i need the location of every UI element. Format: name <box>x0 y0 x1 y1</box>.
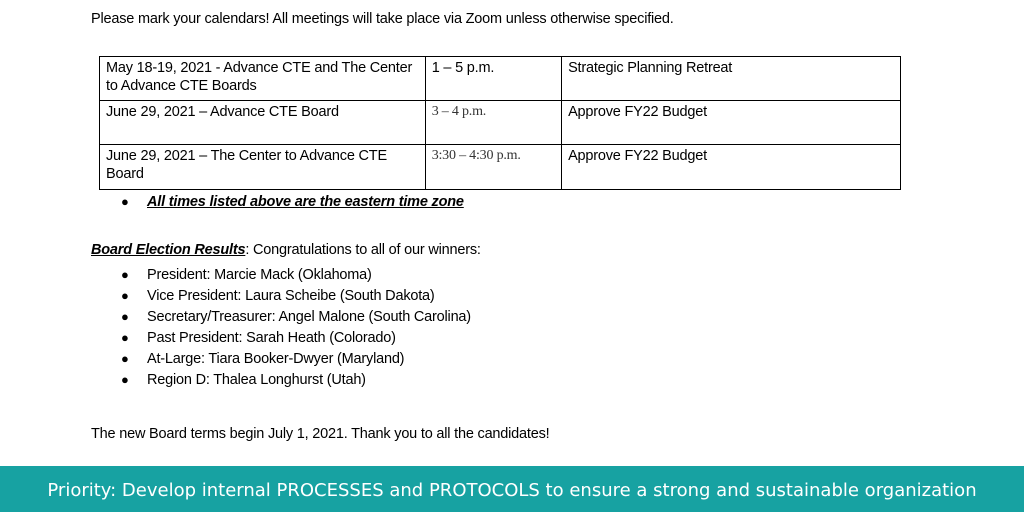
meetings-table <box>99 56 901 190</box>
priority-banner-text: Priority: Develop internal PROCESSES and PROTOCOLS to ensure a strong and sustainable organization <box>47 480 977 501</box>
meeting-purpose: Strategic Planning Retreat <box>562 57 901 101</box>
list-item <box>121 306 471 327</box>
winner-text: Secretary/Treasurer: Angel Malone (South Carolina) <box>147 309 471 325</box>
election-heading <box>91 242 481 258</box>
list-item <box>121 264 471 285</box>
election-heading-intro: : Congratulations to all of our winners: <box>245 242 481 258</box>
bullet-icon: ● <box>121 372 129 387</box>
list-item <box>121 327 471 348</box>
table-row <box>100 57 901 101</box>
list-item <box>121 369 471 390</box>
winner-text: Past President: Sarah Heath (Colorado) <box>147 330 396 346</box>
winner-text: At-Large: Tiara Booker-Dwyer (Maryland) <box>147 351 405 367</box>
closing-note: The new Board terms begin July 1, 2021. Thank you to all the candidates! <box>91 426 550 442</box>
table-row <box>100 101 901 145</box>
election-heading-label: Board Election Results <box>91 242 246 258</box>
winner-text: Vice President: Laura Scheibe (South Dakota) <box>147 288 435 304</box>
calendar-intro: Please mark your calendars! All meetings will take place via Zoom unless otherwise specified. <box>91 11 674 27</box>
list-item <box>121 348 471 369</box>
bullet-icon: ● <box>121 288 129 303</box>
bullet-icon: ● <box>121 330 129 345</box>
bullet-icon: ● <box>121 351 129 366</box>
table-row <box>100 145 901 190</box>
meeting-purpose: Approve FY22 Budget <box>562 145 901 190</box>
meeting-event: June 29, 2021 – The Center to Advance CTE Board <box>100 145 426 190</box>
meeting-event: June 29, 2021 – Advance CTE Board <box>100 101 426 145</box>
winners-list <box>121 264 471 390</box>
priority-banner <box>0 466 1024 512</box>
bullet-icon: ● <box>121 194 129 209</box>
bullet-icon: ● <box>121 309 129 324</box>
winner-text: Region D: Thalea Longhurst (Utah) <box>147 372 366 388</box>
time-zone-note <box>121 194 464 210</box>
time-zone-note-text: All times listed above are the eastern time zone <box>147 194 464 210</box>
meeting-time: 3:30 – 4:30 p.m. <box>425 145 561 190</box>
winner-text: President: Marcie Mack (Oklahoma) <box>147 267 372 283</box>
meeting-time: 3 – 4 p.m. <box>425 101 561 145</box>
meeting-time: 1 – 5 p.m. <box>425 57 561 101</box>
meeting-event: May 18-19, 2021 - Advance CTE and The Center to Advance CTE Boards <box>100 57 426 101</box>
meeting-purpose: Approve FY22 Budget <box>562 101 901 145</box>
list-item <box>121 285 471 306</box>
bullet-icon: ● <box>121 267 129 282</box>
